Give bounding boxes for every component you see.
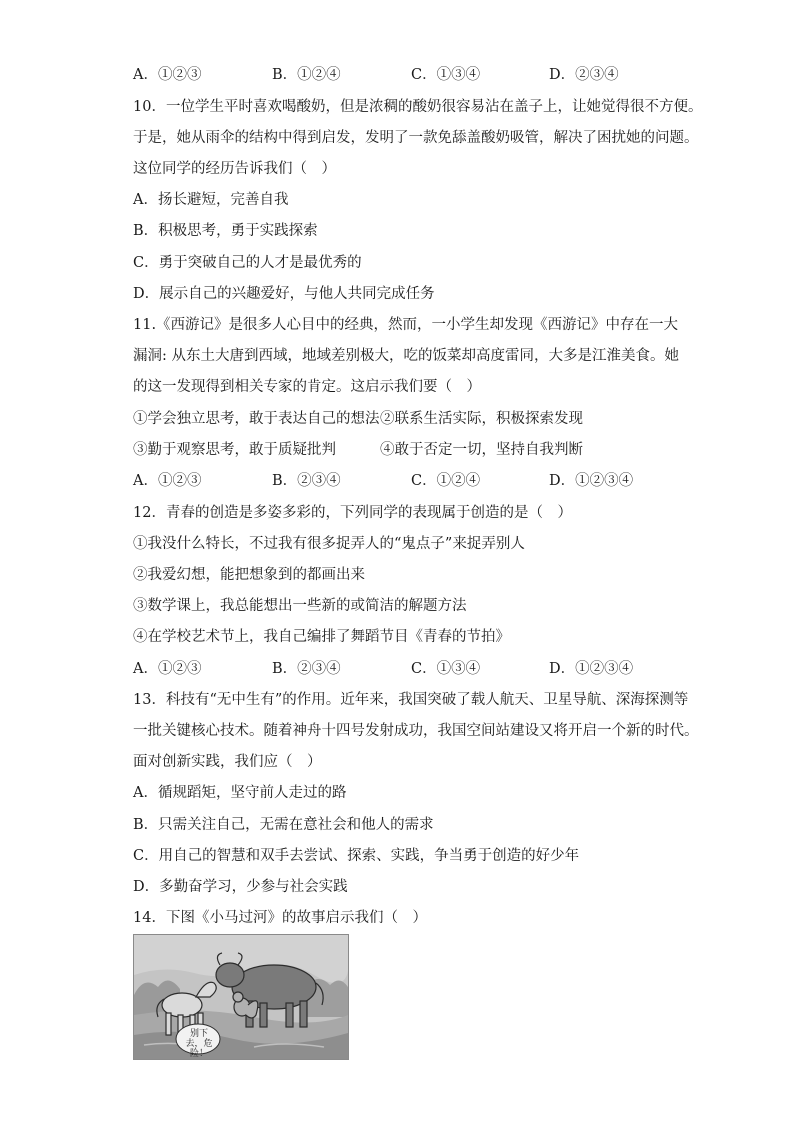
q9-option-b: B．①②④	[272, 67, 341, 83]
q9-option-c: C．①③④	[411, 67, 481, 83]
speech-bubble-text: 别下去，危险！	[185, 1029, 213, 1059]
q12-statement-1: ①我没什么特长，不过我有很多捉弄人的“鬼点子”来捉弄别人	[133, 536, 525, 552]
q11-statement-3: ③勤于观察思考，敢于质疑批判	[133, 442, 336, 458]
q13-stem-line-2: 一批关键核心技术。随着神舟十四号发射成功，我国空间站建设又将开启一个新的时代。	[133, 723, 699, 739]
q13-stem-line-1: 13．科技有“无中生有”的作用。近年来，我国突破了载人航天、卫星导航、深海探测等	[133, 692, 689, 708]
q12-statement-2: ②我爱幻想，能把想象到的都画出来	[133, 567, 365, 583]
q13-option-b: B．只需关注自己，无需在意社会和他人的需求	[133, 817, 434, 833]
q9-option-a: A．①②③	[133, 67, 202, 83]
q10-option-d: D．展示自己的兴趣爱好，与他人共同完成任务	[133, 286, 435, 302]
q12-option-c: C．①③④	[411, 661, 481, 677]
q12-options	[133, 659, 673, 679]
q11-statement-2: ②联系生活实际，积极探索发现	[380, 411, 583, 427]
q11-option-c: C．①②④	[411, 473, 481, 489]
q12-stem: 12．青春的创造是多姿多彩的，下列同学的表现属于创造的是（ ）	[133, 505, 572, 521]
q12-option-a: A．①②③	[133, 661, 202, 677]
q12-option-b: B．②③④	[272, 661, 341, 677]
q10-stem-line-3: 这位同学的经历告诉我们（ ）	[133, 161, 336, 177]
q12-statement-4: ④在学校艺术节上，我自己编排了舞蹈节目《青春的节拍》	[133, 629, 510, 645]
q11-stem-line-3: 的这一发现得到相关专家的肯定。这启示我们要（ ）	[133, 379, 481, 395]
q10-option-a: A．扬长避短，完善自我	[133, 192, 289, 208]
q11-statement-1: ①学会独立思考，敢于表达自己的想法	[133, 411, 380, 427]
q9-options	[133, 65, 673, 85]
q11-statements-row-1	[133, 409, 673, 429]
q13-stem-line-3: 面对创新实践，我们应（ ）	[133, 754, 322, 770]
q11-statement-4: ④敢于否定一切，坚持自我判断	[380, 442, 583, 458]
q10-option-b: B．积极思考，勇于实践探索	[133, 223, 318, 239]
q10-stem-line-2: 于是，她从雨伞的结构中得到启发，发明了一款免舔盖酸奶吸管，解决了困扰她的问题。	[133, 130, 699, 146]
q13-option-c: C．用自己的智慧和双手去尝试、探索、实践，争当勇于创造的好少年	[133, 848, 580, 864]
q12-statement-3: ③数学课上，我总能想出一些新的或简洁的解题方法	[133, 598, 467, 614]
q14-stem: 14．下图《小马过河》的故事启示我们（ ）	[133, 910, 427, 926]
q12-option-d: D．①②③④	[549, 661, 634, 677]
q11-statements-row-2	[133, 440, 673, 460]
q11-stem-line-1: 11.《西游记》是很多人心目中的经典，然而，一小学生却发现《西游记》中存在一大	[133, 317, 679, 333]
q11-option-d: D．①②③④	[549, 473, 634, 489]
q10-option-c: C．勇于突破自己的人才是最优秀的	[133, 255, 362, 271]
q10-stem-line-1: 10．一位学生平时喜欢喝酸奶，但是浓稠的酸奶很容易沾在盖子上，让她觉得很不方便。	[133, 99, 703, 115]
q11-stem-line-2: 漏洞: 从东土大唐到西域，地域差别极大，吃的饭菜却高度雷同，大多是江淮美食。她	[133, 348, 679, 364]
little-horse-crossing-river-illustration	[133, 934, 349, 1060]
q13-option-d: D．多勤奋学习，少参与社会实践	[133, 879, 348, 895]
q11-options	[133, 471, 673, 491]
q11-option-b: B．②③④	[272, 473, 341, 489]
q11-option-a: A．①②③	[133, 473, 202, 489]
q9-option-d: D．②③④	[549, 67, 619, 83]
q13-option-a: A．循规蹈矩，坚守前人走过的路	[133, 785, 347, 801]
